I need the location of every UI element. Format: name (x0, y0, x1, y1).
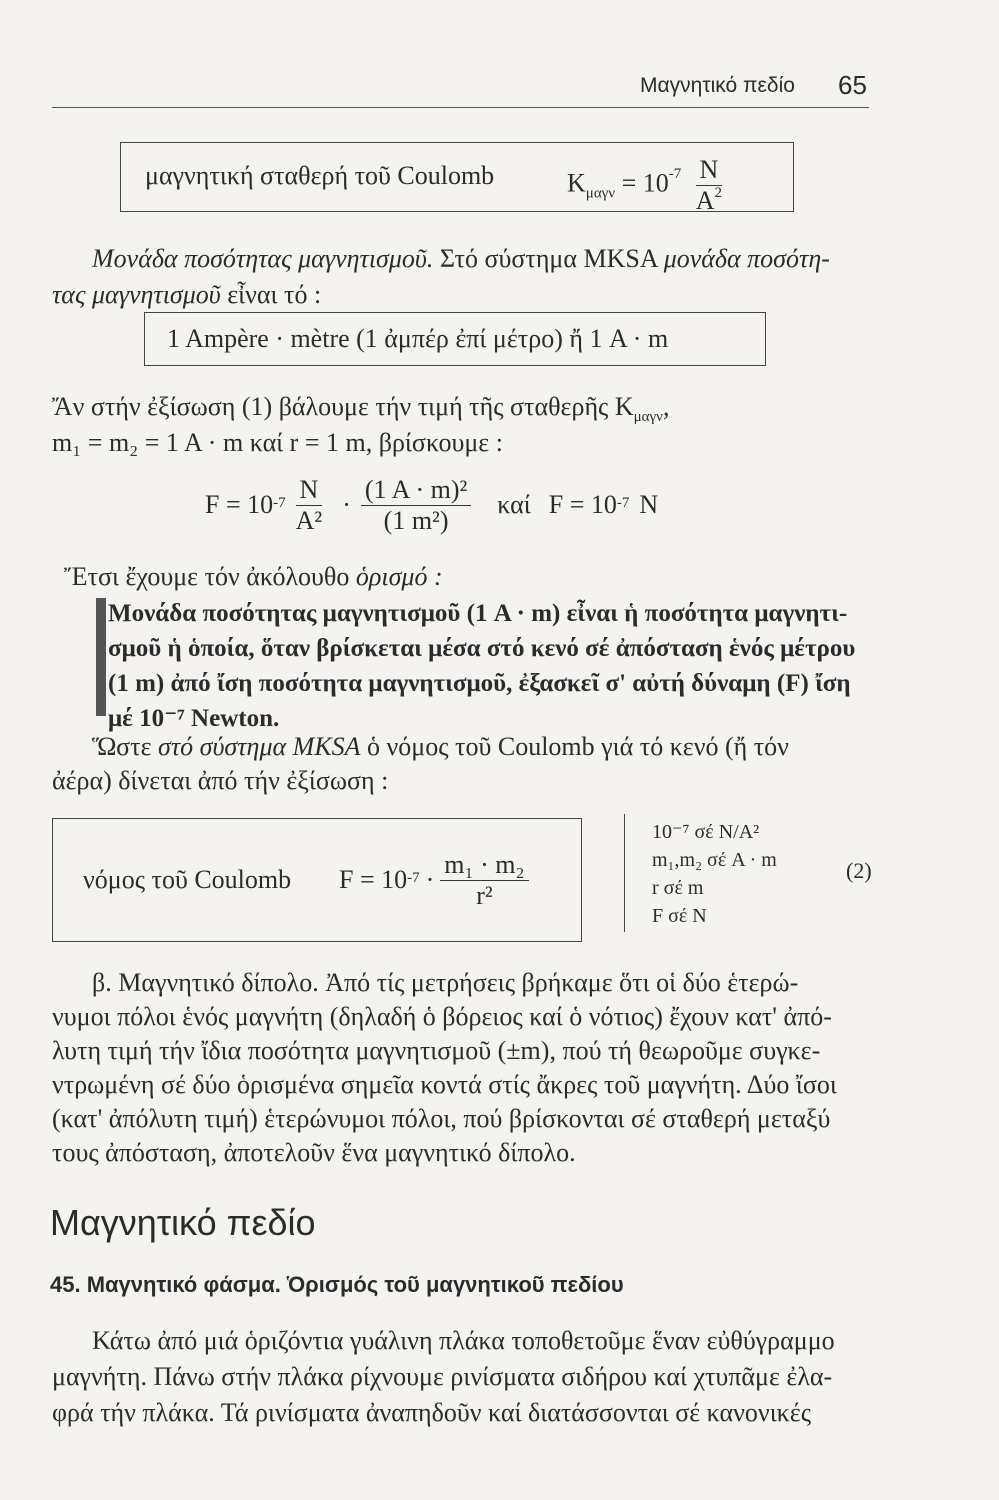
unit-box: 1 Ampère · mètre (1 ἀμπέρ ἐπί μέτρο) ἤ 1 A · m (144, 312, 766, 366)
units-brace (624, 814, 625, 932)
coulomb-law-box (52, 818, 582, 942)
para5-line5: (κατ' ἀπόλυτη τιμή) ἑτερώνυμοι πόλοι, πού βρίσκονται σέ σταθερή μεταξύ (52, 1104, 831, 1133)
para6-line1: Κάτω ἀπό μιά ὁριζόντια γυάλινη πλάκα τοποθετοῦμε ἕναν εὐθύγραμμο (92, 1326, 835, 1355)
equation-number: (2) (846, 858, 872, 883)
coulomb-law-formula: F = 10 $^{-7}$ · $\frac{\text{m₁ · m₂}}{\text{r²}}$ (339, 841, 529, 919)
para5-line4: ντρωμένη σέ δύο ὁρισμένα σημεῖα κοντά στίς ἄκρες τοῦ μαγνήτη. Δύο ἴσοι (52, 1070, 837, 1099)
magnetic-constant-box (120, 142, 794, 215)
para3: Ἔτσι ἔχουμε τόν ἀκόλουθο ὁρισμό : (64, 562, 443, 591)
para5-line1: β. Μαγνητικό δίπολο. Ἀπό τίς μετρήσεις βρήκαμε ὅτι οἱ δύο ἑτερώ- (92, 968, 799, 997)
section-title: Μαγνητικό πεδίο (50, 1202, 316, 1243)
para5-line2: νυμοι πόλοι ἑνός μαγνήτη (δηλαδή ὁ βόρειος καί ὁ νότιος) ἔχουν κατ' ἀπό- (52, 1002, 832, 1031)
para6-line3: φρά τήν πλάκα. Τά ρινίσματα ἀναπηδοῦν καί διατάσσονται σέ κανονικές (52, 1398, 812, 1427)
coulomb-law-label: νόμος τοῦ Coulomb (83, 865, 292, 894)
magnetic-constant-label: μαγνητική σταθερή τοῦ Coulomb (145, 161, 495, 190)
para5-line6: τους ἀπόσταση, ἀποτελοῦν ἕνα μαγνητικό δίπολο. (52, 1138, 576, 1167)
para6-line2: μαγνήτη. Πάνω στήν πλάκα ρίχνουμε ρινίσματα σιδήρου καί χτυπᾶμε ἐλα- (52, 1362, 833, 1391)
definition-line1: Μονάδα ποσότητας μαγνητισμοῦ (1 A · m) εἶναι ἡ ποσότητα μαγνητι- (108, 600, 848, 627)
units-list: 10⁻⁷ σέ N/A² m₁,m₂ σέ A · m r σέ m F σέ N (652, 821, 777, 927)
unit-heading-line2: τας μαγνητισμοῦ εἶναι τό : (52, 280, 322, 309)
definition-line3: (1 m) ἀπό ἴση ποσότητα μαγνητισμοῦ, ἐξασκεῖ σ' αὐτή δύναμη (F) ἴση (108, 670, 851, 697)
para4-line2: ἀέρα) δίνεται ἀπό τήν ἐξίσωση : (52, 766, 389, 795)
para5-line3: λυτη τιμή τήν ἴδια ποσότητα μαγνητισμοῦ (±m), πού τή θεωροῦμε συγκε- (52, 1036, 821, 1065)
magnetic-constant-formula: $K_{\mu\alpha\gamma\nu} = 10^{-7}$ $\frac{N}{A^2}$ (567, 155, 723, 215)
page-number: 65 (838, 70, 867, 100)
running-title: Μαγνητικό πεδίο (640, 74, 795, 97)
definition-line2: σμοῦ ἡ ὁποία, ὅταν βρίσκεται μέσα στό κενό σέ ἀπόσταση ἑνός μέτρου (108, 635, 856, 662)
para2-line2: m₁ = m₂ = 1 A · m καί r = 1 m, βρίσκουμε : (52, 428, 503, 457)
para2-line1: Ἄν στήν ἐξίσωση (1) βάλουμε τήν τιμή τῆς σταθερῆς $K_{\mu\alpha\gamma\nu}$, (52, 392, 670, 426)
definition-marker-bar (96, 598, 106, 716)
para4-line1: Ὥστε στό σύστημα MKSA ὁ νόμος τοῦ Coulomb γιά τό κενό (ἤ τόν (92, 732, 789, 761)
header-rule (52, 107, 869, 108)
force-equation: F = 10 $^{-7}$ $\frac{N}{\text{A²}}$ · $\frac{\text{(1 A · m)²}}{\text{(1 m²)}}$ καί F = 10 $^{-7}$ N (205, 474, 659, 535)
definition-line4: μέ 10⁻⁷ Newton. (108, 705, 280, 732)
unit-heading-line1: Μονάδα ποσότητας μαγνητισμοῦ. Στό σύστημα MKSA μονάδα ποσότη- (92, 244, 830, 273)
subsection-title: 45. Μαγνητικό φάσμα. Ὁρισμός τοῦ μαγνητικοῦ πεδίου (50, 1272, 624, 1297)
